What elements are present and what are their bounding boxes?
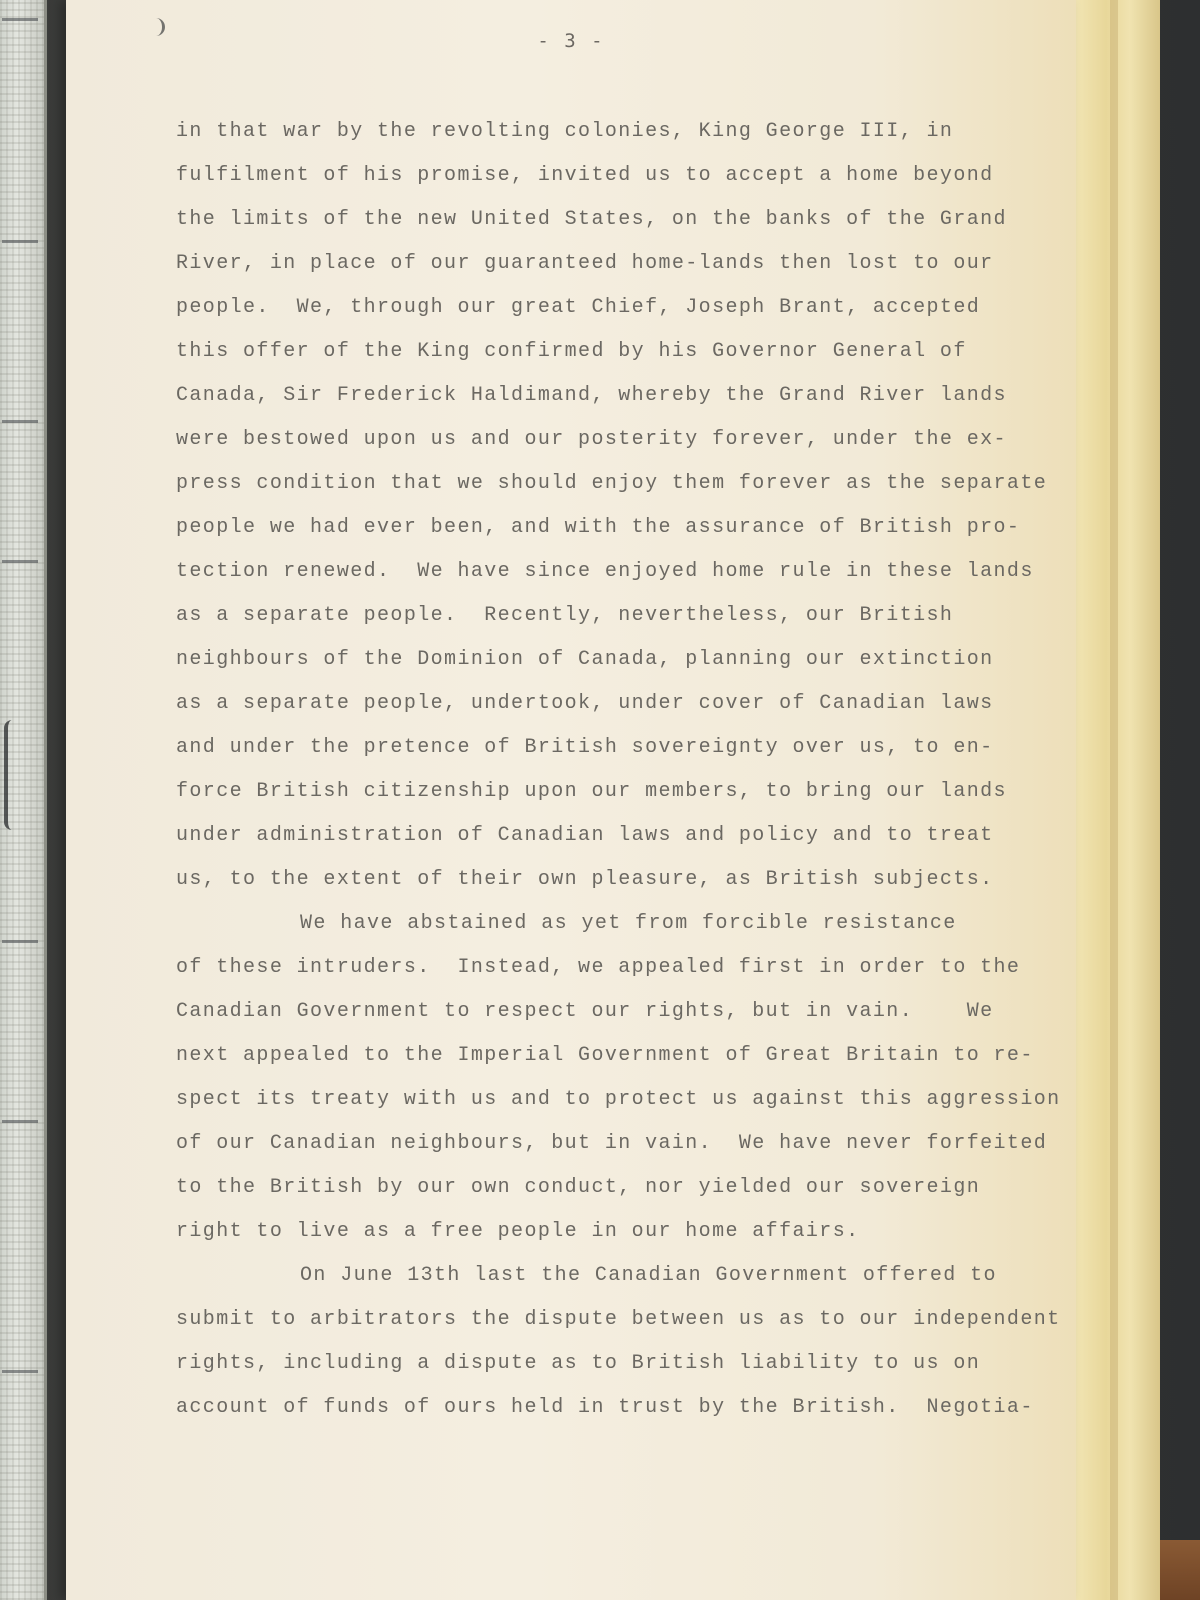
file-binding	[0, 0, 47, 1600]
binding-stitch	[2, 1120, 38, 1123]
text-line: of our Canadian neighbours, but in vain. We have never forfeited	[176, 1132, 1048, 1155]
text-line: We have abstained as yet from forcible resistance	[300, 912, 957, 935]
text-line: River, in place of our guaranteed home-lands then lost to our	[176, 252, 994, 275]
binding-stitch	[2, 18, 38, 21]
text-line: neighbours of the Dominion of Canada, planning our extinction	[176, 648, 994, 671]
text-line: us, to the extent of their own pleasure, as British subjects.	[176, 868, 994, 891]
binding-stitch	[2, 940, 38, 943]
paragraph-2	[176, 902, 1061, 1254]
text-line: people we had ever been, and with the assurance of British pro-	[176, 516, 1021, 539]
text-line: to the British by our own conduct, nor yielded our sovereign	[176, 1176, 981, 1199]
text-line: and under the pretence of British sovereignty over us, to en-	[176, 736, 994, 759]
text-line: were bestowed upon us and our posterity forever, under the ex-	[176, 428, 1007, 451]
text-line: Canada, Sir Frederick Haldimand, whereby the Grand River lands	[176, 384, 1007, 407]
text-line: Canadian Government to respect our rights, but in vain. We	[176, 1000, 994, 1023]
binding-stitch	[2, 1370, 38, 1373]
text-line: next appealed to the Imperial Government of Great Britain to re-	[176, 1044, 1034, 1067]
text-line: of these intruders. Instead, we appealed first in order to the	[176, 956, 1021, 979]
text-line: fulfilment of his promise, invited us to accept a home beyond	[176, 164, 994, 187]
page-number: - 3 -	[537, 30, 605, 52]
binding-tie	[4, 720, 36, 830]
text-line: rights, including a dispute as to British liability to us on	[176, 1352, 981, 1375]
binding-stitch	[2, 420, 38, 423]
text-line: right to live as a free people in our home affairs.	[176, 1220, 860, 1243]
text-line: the limits of the new United States, on the banks of the Grand	[176, 208, 1007, 231]
typed-page	[66, 0, 1076, 1600]
text-line: submit to arbitrators the dispute between us as to our independent	[176, 1308, 1061, 1331]
text-line: as a separate people. Recently, nevertheless, our British	[176, 604, 954, 627]
binding-stitch	[2, 240, 38, 243]
text-line: people. We, through our great Chief, Joseph Brant, accepted	[176, 296, 981, 319]
text-line: as a separate people, undertook, under cover of Canadian laws	[176, 692, 994, 715]
page-body-text	[176, 110, 1061, 1430]
text-line: account of funds of ours held in trust by the British. Negotia-	[176, 1396, 1034, 1419]
text-line: On June 13th last the Canadian Government offered to	[300, 1264, 997, 1287]
paragraph-3	[176, 1254, 1061, 1430]
text-line: tection renewed. We have since enjoyed home rule in these lands	[176, 560, 1034, 583]
text-line: spect its treaty with us and to protect us against this aggression	[176, 1088, 1061, 1111]
text-line: this offer of the King confirmed by his Governor General of	[176, 340, 967, 363]
text-line: in that war by the revolting colonies, King George III, in	[176, 120, 954, 143]
binding-stitch	[2, 560, 38, 563]
text-line: force British citizenship upon our members, to bring our lands	[176, 780, 1007, 803]
text-line: press condition that we should enjoy them forever as the separate	[176, 472, 1048, 495]
paragraph-1	[176, 110, 1056, 902]
text-line: under administration of Canadian laws and policy and to treat	[176, 824, 994, 847]
